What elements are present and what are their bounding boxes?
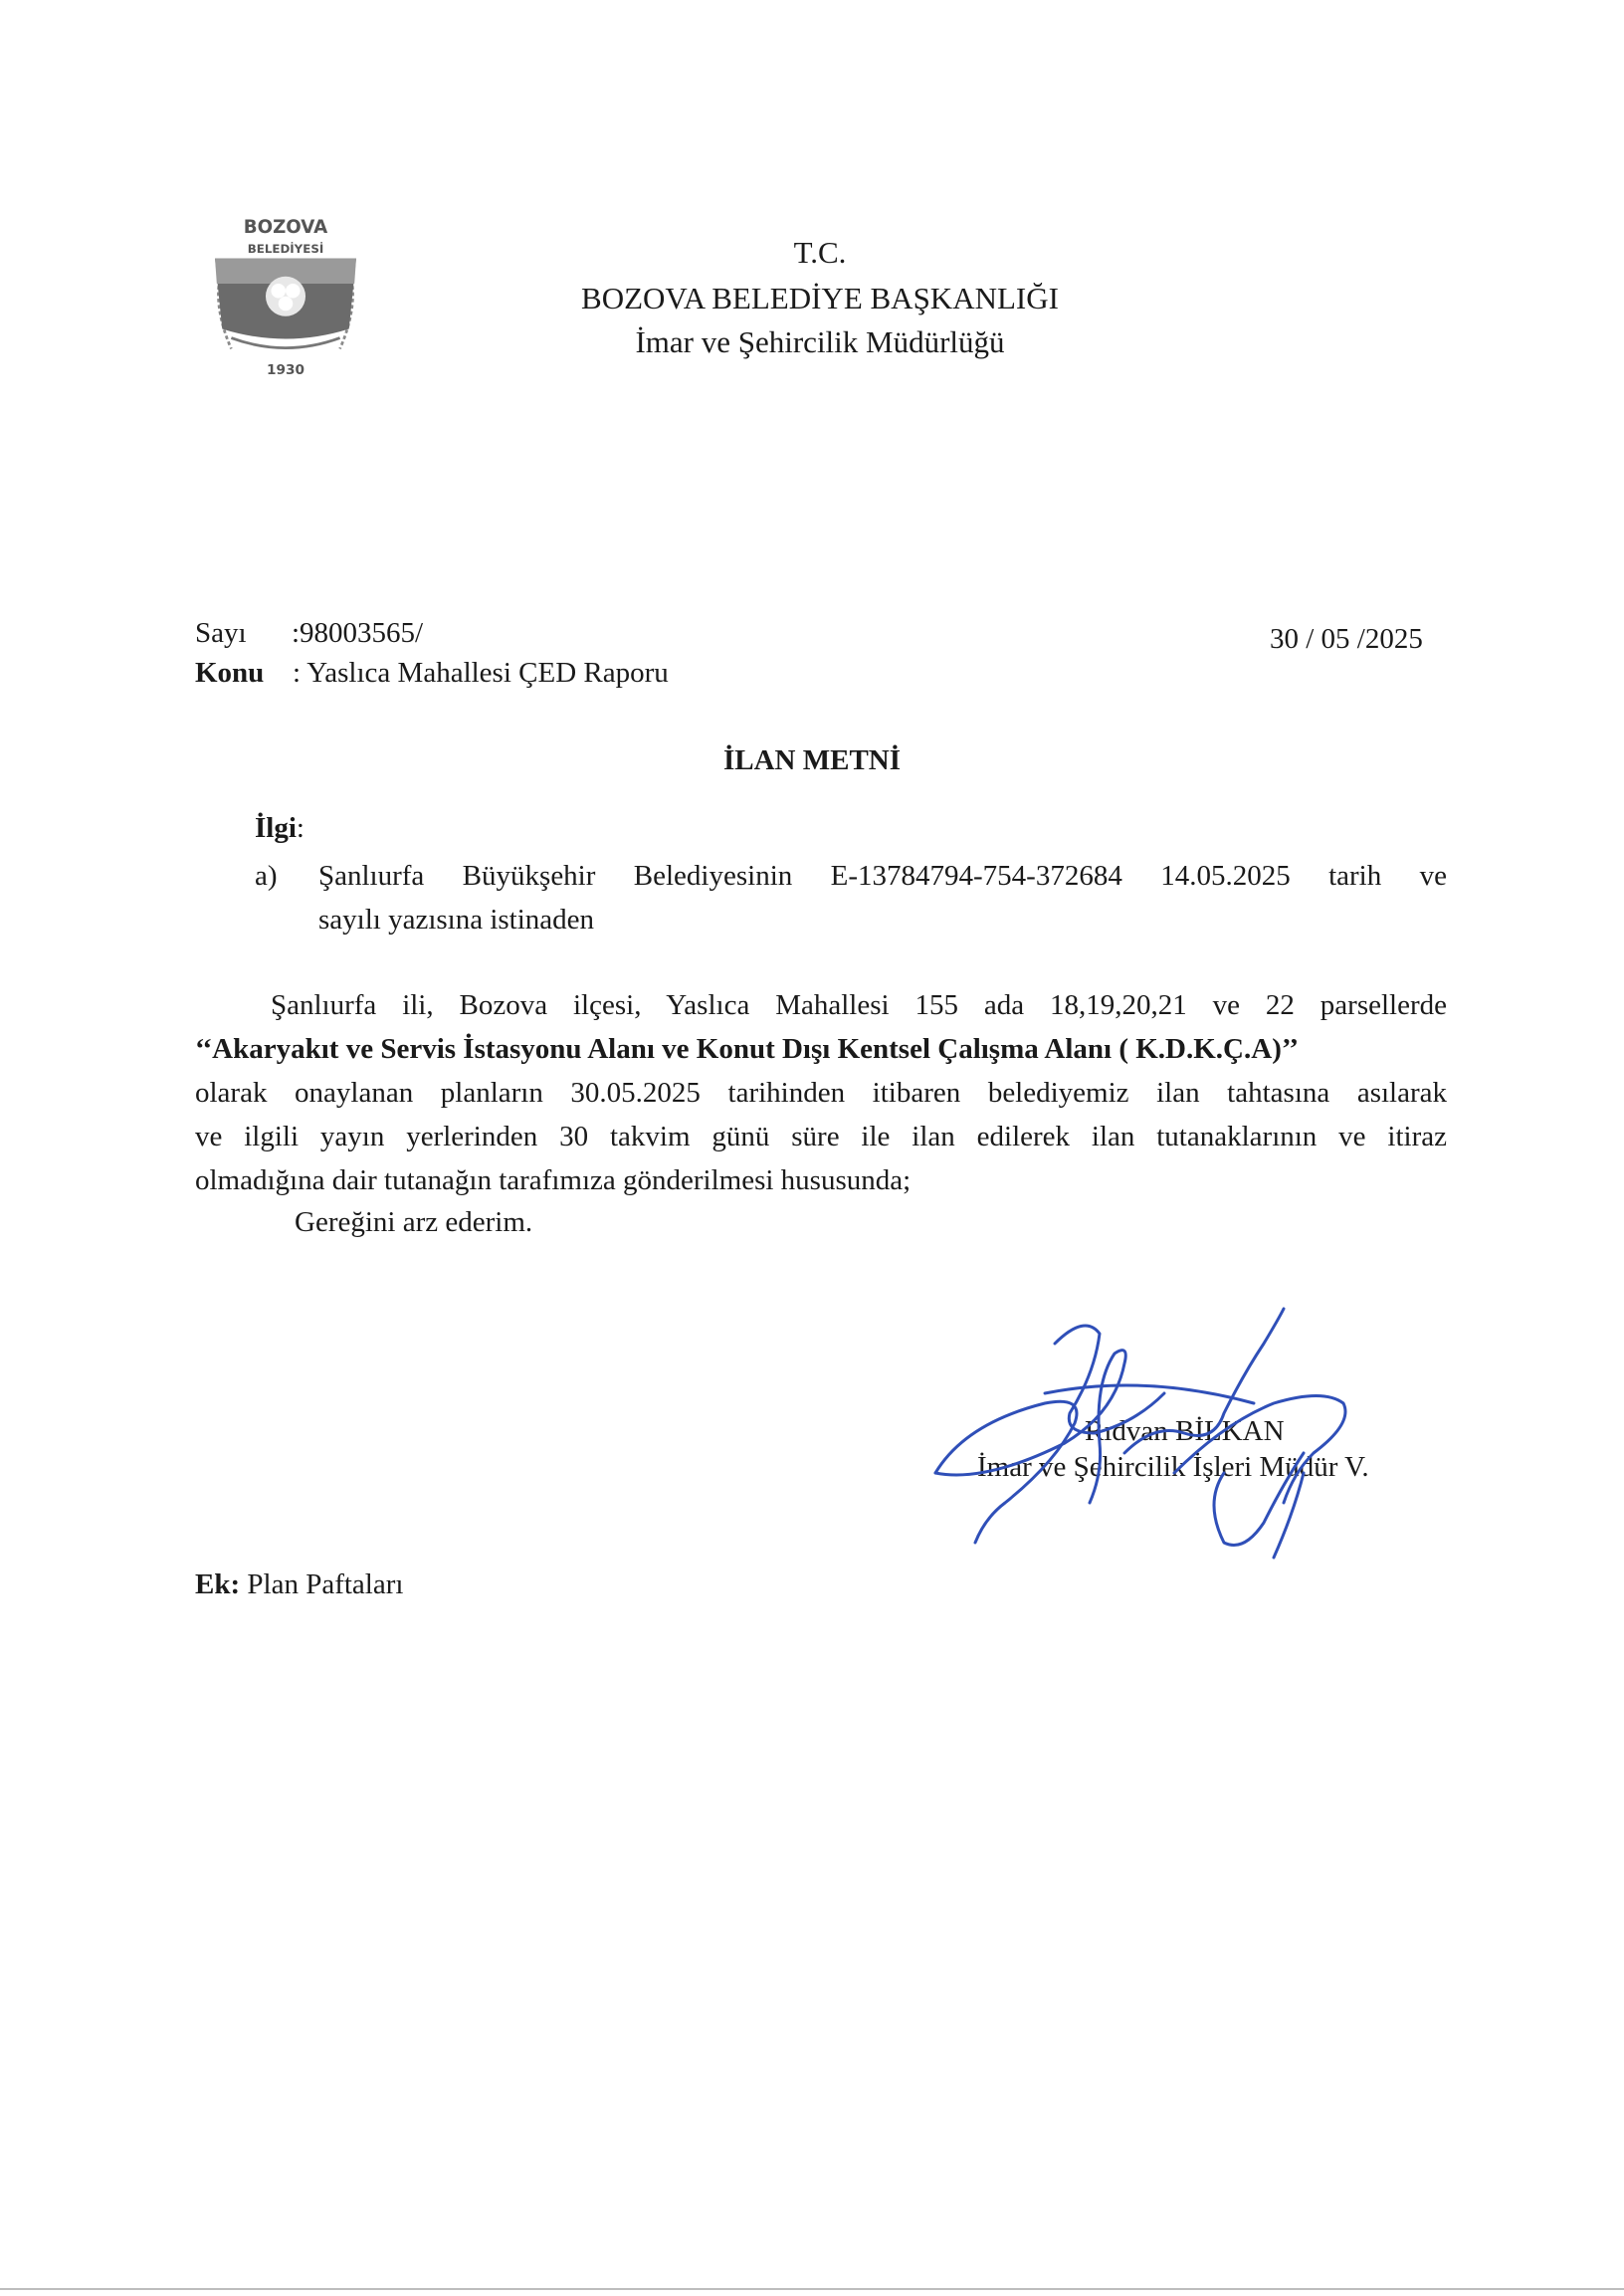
attachment-value: Plan Paftaları [247, 1568, 404, 1600]
attachment [195, 1570, 403, 1599]
ilgi-marker: a) [255, 860, 278, 892]
ilgi-label: İlgi [255, 812, 297, 844]
ilgi-heading [255, 814, 304, 843]
closing-text: Gereğini arz ederim. [295, 1206, 533, 1238]
body-line-3: olarak onaylanan planların 30.05.2025 tarihinden itibaren belediyemiz ilan tahtasına asılarak [195, 1077, 1447, 1109]
document-title: İLAN METNİ [722, 744, 902, 776]
handwritten-signature [925, 1304, 1393, 1572]
body-line-1: Şanlıurfa ili, Bozova ilçesi, Yaslıca Mahallesi 155 ada 18,19,20,21 ve 22 parsellerde [271, 989, 1447, 1021]
signer-title: İmar ve Şehircilik İşleri Müdür V. [977, 1451, 1369, 1483]
ilgi-colon: : [296, 812, 304, 844]
body-line-5: olmadığına dair tutanağın tarafımıza gönderilmesi hususunda; [195, 1164, 912, 1196]
signer-name: Rıdvan BİLKAN [1085, 1415, 1285, 1447]
svg-text:1930: 1930 [267, 361, 304, 378]
document-date: 30 / 05 /2025 [1270, 623, 1423, 655]
municipality-logo [195, 213, 376, 394]
scan-edge-line [0, 2288, 1624, 2290]
sayi-value: :98003565/ [292, 617, 424, 649]
attachment-label: Ek: [195, 1568, 241, 1600]
body-line-4: ve ilgili yayın yerlerinden 30 takvim günü süre ile ilan edilerek ilan tutanaklarının ve itiraz [195, 1121, 1447, 1152]
header-department: İmar ve Şehircilik Müdürlüğü [635, 324, 1005, 359]
svg-text:BELEDİYESİ: BELEDİYESİ [247, 242, 324, 257]
body-line-2: ‘‘Akaryakıt ve Servis İstasyonu Alanı ve Konut Dışı Kentsel Çalışma Alanı ( K.D.K.Ç.A)’’ [195, 1033, 1300, 1065]
ilgi-line1: Şanlıurfa Büyükşehir Belediyesinin E-13784794-754-372684 14.05.2025 tarih ve [318, 860, 1447, 892]
konu-value: : Yaslıca Mahallesi ÇED Raporu [293, 657, 669, 689]
header-institution: BOZOVA BELEDİYE BAŞKANLIĞI [581, 281, 1059, 315]
svg-text:BOZOVA: BOZOVA [243, 217, 328, 239]
header-country: T.C. [793, 235, 847, 270]
ilgi-line2: sayılı yazısına istinaden [318, 904, 595, 936]
sayi-label: Sayı [195, 617, 247, 649]
konu-label: Konu [195, 657, 265, 689]
